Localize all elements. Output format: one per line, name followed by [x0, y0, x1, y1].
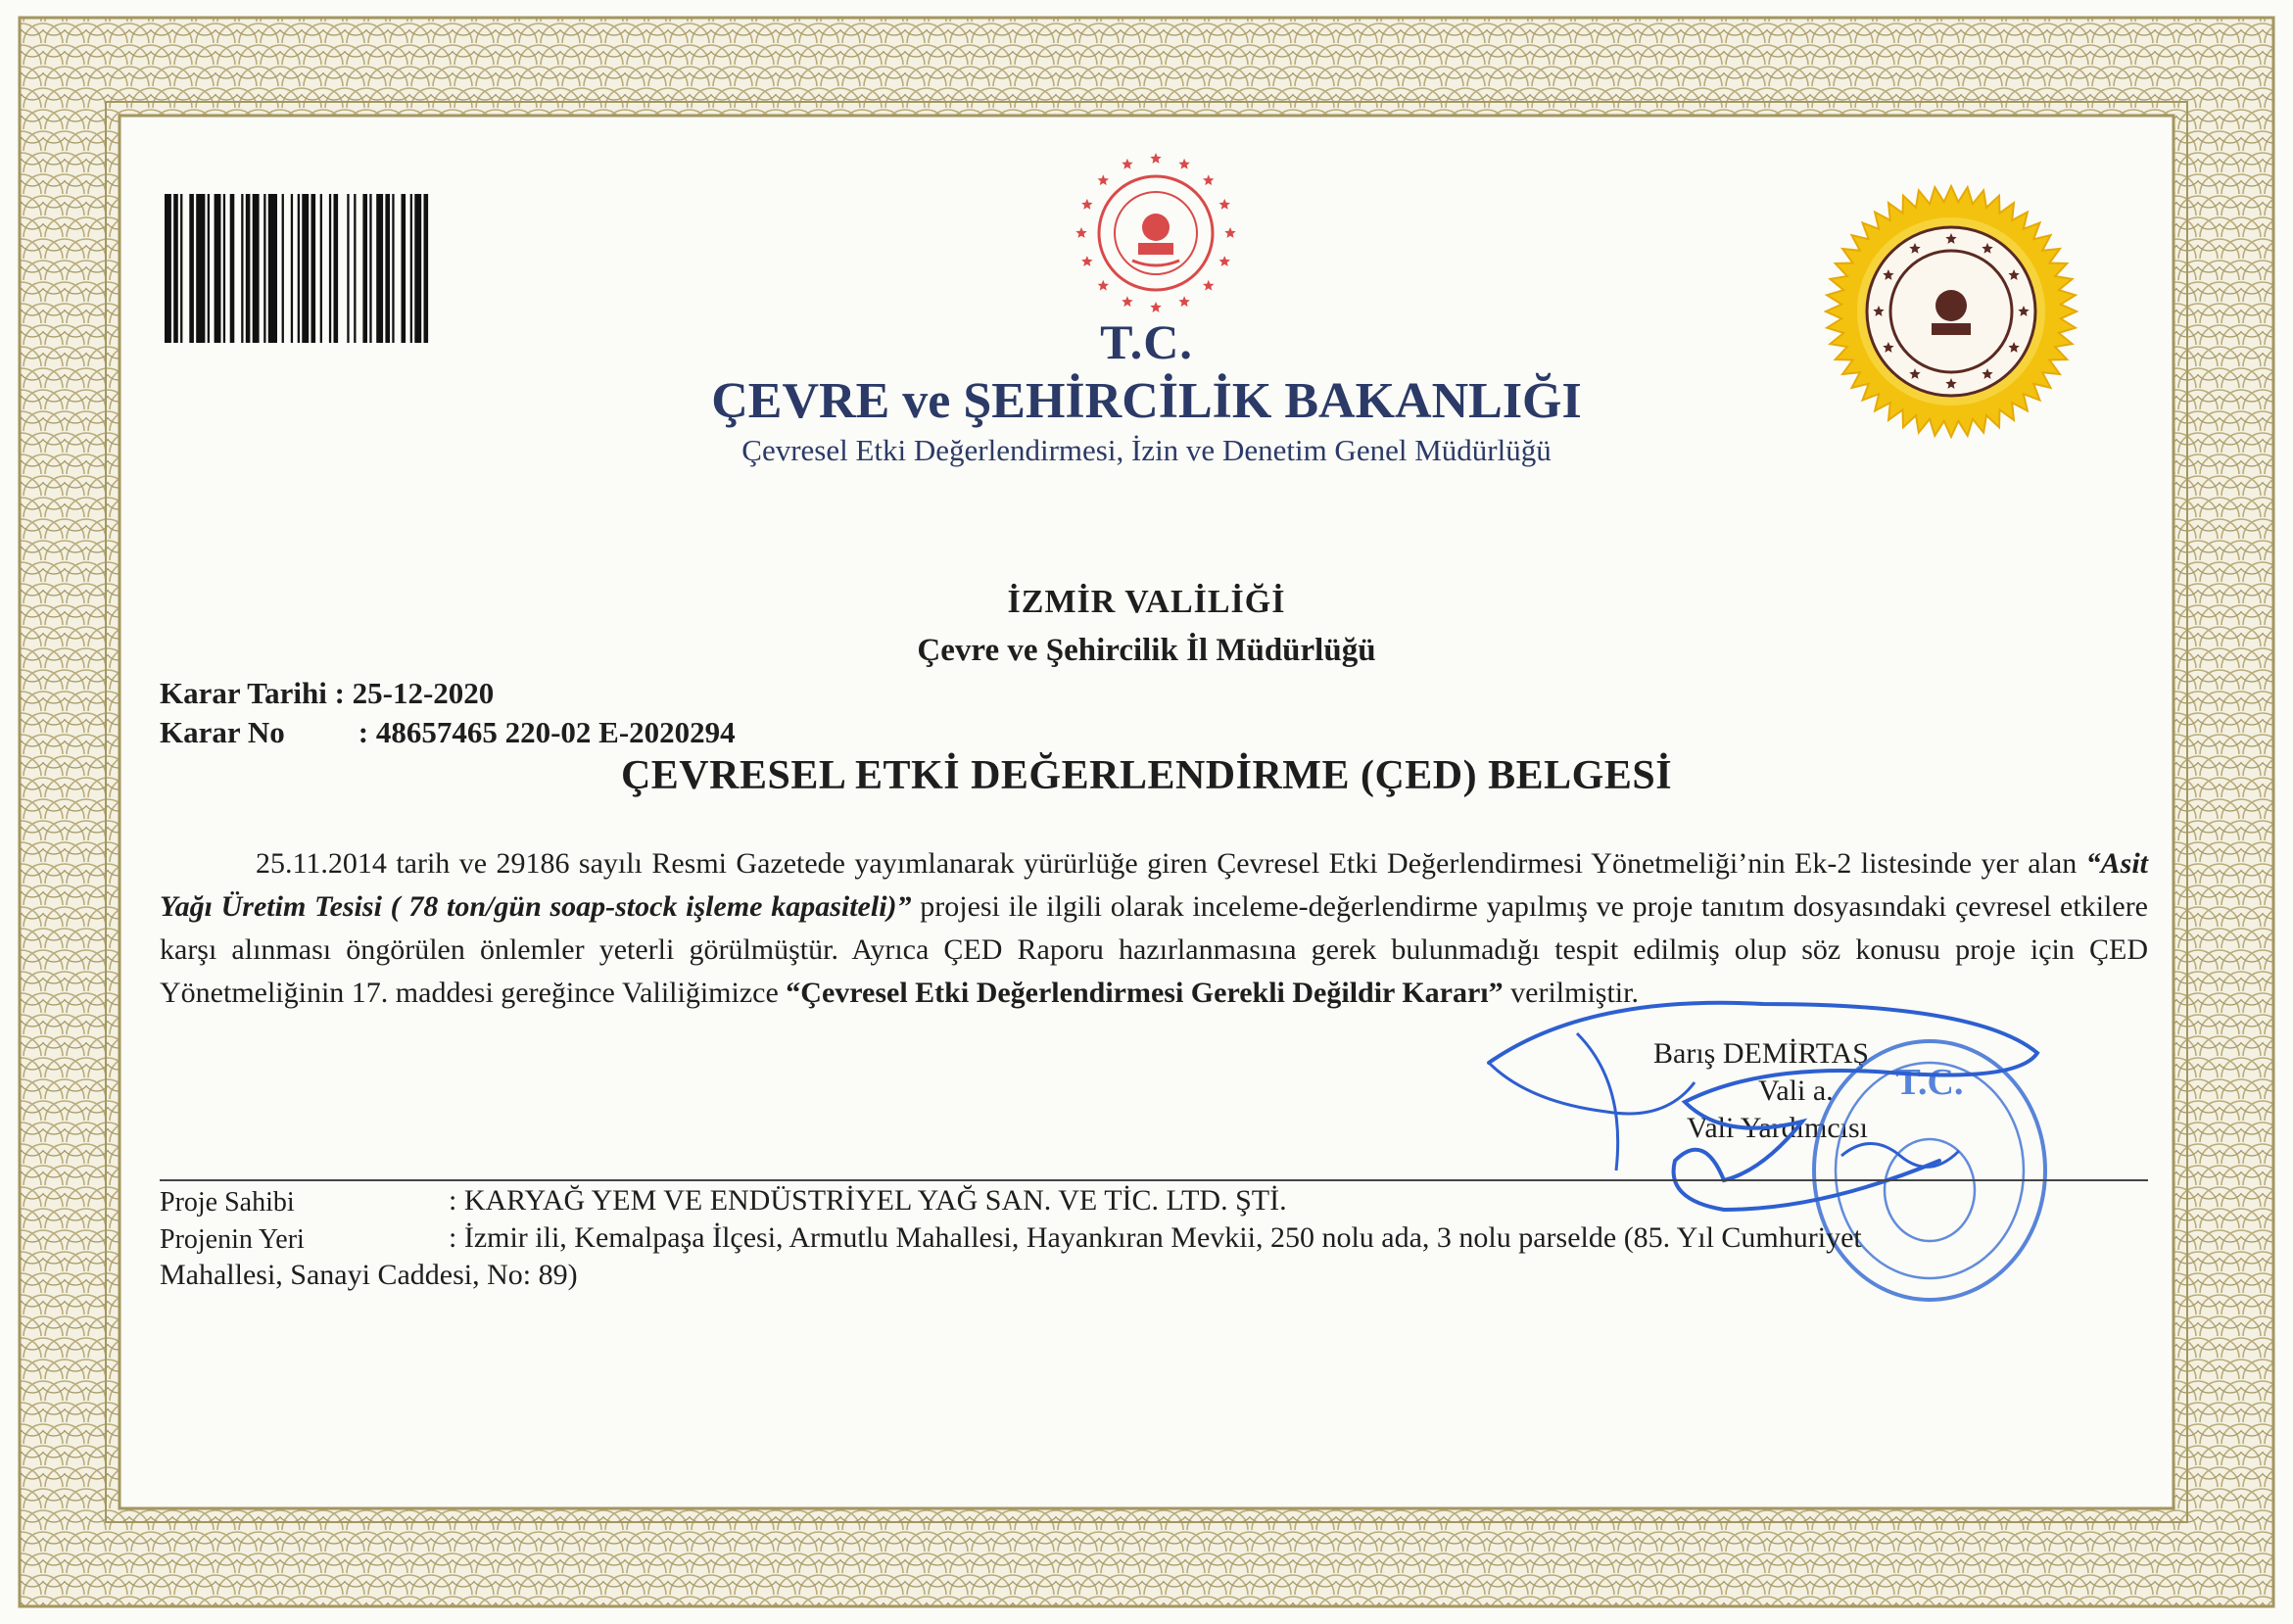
decision-number-label: Karar No: [160, 715, 285, 749]
project-name: “Asit Yağı Üretim Tesisi ( 78 ton/gün soap-stock işleme kapasiteli)”: [160, 847, 2148, 923]
handwritten-signature: [1469, 965, 2077, 1229]
ministry-title: ÇEVRE ve ŞEHİRCİLİK BAKANLIĞI: [711, 373, 1582, 429]
owner-value: : KARYAĞ YEM VE ENDÜSTRİYEL YAĞ SAN. VE TİC. LTD. ŞTİ.: [449, 1184, 1287, 1217]
decision-date-label: Karar Tarihi: [160, 676, 327, 710]
provincial-office: Çevre ve Şehircilik İl Müdürlüğü: [917, 633, 1376, 668]
body-part3: verilmiştir.: [1503, 977, 1639, 1009]
location-line2: Mahallesi, Sanayi Caddesi, No: 89): [160, 1259, 578, 1291]
ministry-logo-icon: [1068, 145, 1244, 321]
decision-phrase: “Çevresel Etki Değerlendirmesi Gerekli Değildir Kararı”: [786, 977, 1504, 1009]
directorate-title: Çevresel Etki Değerlendirmesi, İzin ve Denetim Genel Müdürlüğü: [741, 433, 1552, 467]
body-part2: projesi ile ilgili olarak inceleme-değerlendirme yapılmış ve proje tanıtım dosyasındaki çevresel etkilere karşı alınması öngörülen önlemler yeterli görülmüştür. Ayrıca ÇED Raporu hazırlanmasına gerek bulunmadığı tespit edilmiş olup söz konusu proje için ÇED Yönetmeliğinin 17. maddesi gereğince Valiliğimizce: [160, 890, 2149, 1009]
body-part1: 25.11.2014 tarih ve 29186 sayılı Resmi Gazetede yayımlanarak yürürlüğe giren Çevresel Etki Değerlendirmesi Yönetmeliği’nin Ek-2 listesinde yer alan: [256, 847, 2086, 880]
governorship-title: İZMİR VALİLİĞİ: [1007, 584, 1286, 620]
divider-line: [160, 1179, 2148, 1181]
stamp-tc-text: T.C.: [1895, 1062, 1964, 1103]
decision-number-value: : 48657465 220-02 E-2020294: [358, 715, 736, 749]
header-tc: T.C.: [1100, 314, 1193, 369]
location-line1: : İzmir ili, Kemalpaşa İlçesi, Armutlu Mahallesi, Hayankıran Mevkii, 250 nolu ada, 3 nolu parselde (85. Yıl Cumhuriyet: [449, 1221, 1862, 1254]
signatory-name: Barış DEMİRTAŞ: [1653, 1037, 1869, 1070]
location-label: Projenin Yeri: [160, 1224, 305, 1255]
signatory-title2: Vali Yardımcısı: [1687, 1112, 1869, 1144]
document-title: ÇEVRESEL ETKİ DEĞERLENDİRME (ÇED) BELGESİ: [620, 753, 1673, 798]
decision-date-value: : 25-12-2020: [334, 676, 495, 710]
owner-label: Proje Sahibi: [160, 1187, 295, 1218]
decision-number-row: [160, 715, 736, 750]
decision-date-row: [160, 676, 494, 711]
signatory-title1: Vali a.: [1758, 1075, 1834, 1107]
